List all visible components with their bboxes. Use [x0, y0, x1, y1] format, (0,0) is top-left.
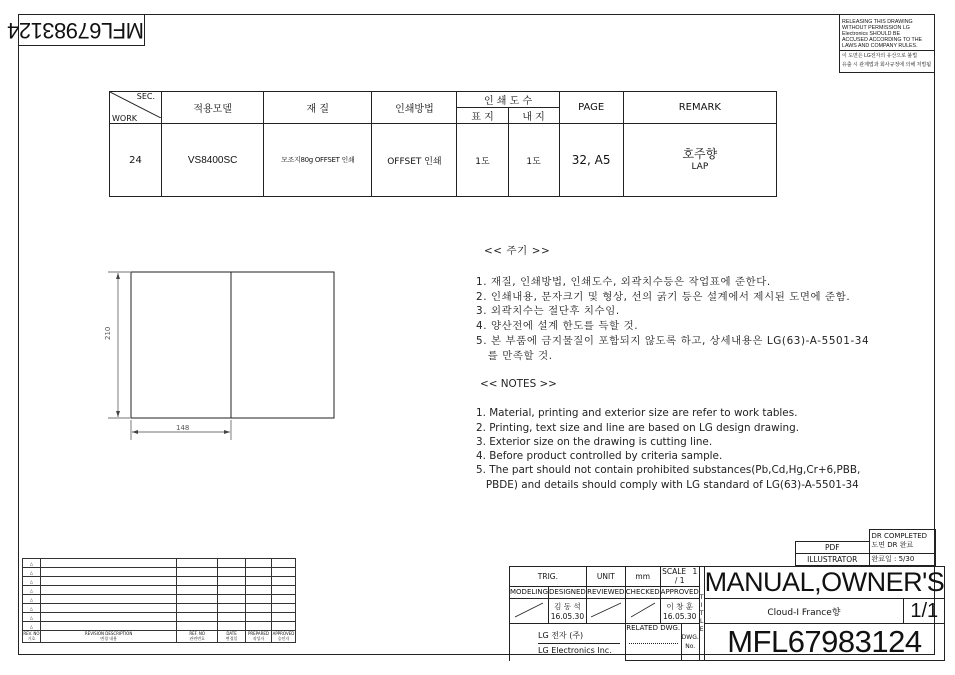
note-en-item: 5. The part should not contain prohibited substances(Pb,Cd,Hg,Cr+6,PBB,	[476, 464, 861, 477]
ref-no-label: REF. NO	[189, 631, 206, 636]
note-en-item: PBDE) and details should comply with LG standard of LG(63)-A-5501-34	[476, 478, 859, 491]
revision-table	[22, 558, 296, 643]
company-cell	[510, 624, 626, 661]
designed-date: 16.05.30	[550, 612, 585, 621]
header-material: 재 질	[264, 92, 372, 124]
trig-label: TRIG.	[510, 567, 587, 587]
note-kr-item: 4. 양산전에 설계 한도를 득할 것.	[476, 320, 639, 333]
approved-label: APPROVED	[272, 631, 295, 636]
approved-header	[271, 631, 295, 643]
pdf-label: PDF	[796, 542, 870, 553]
modeling-slash	[510, 599, 549, 624]
modeling-label: MODELING	[510, 586, 549, 598]
drawing-subtitle: Cloud-I France향	[704, 599, 904, 624]
unit-value: mm	[625, 567, 660, 587]
description-header	[40, 631, 176, 643]
inner-value: 1도	[508, 124, 559, 197]
dr-completed: DR COMPLETED	[871, 532, 928, 541]
rev-symbol: △	[23, 595, 41, 604]
title-letter: E	[699, 625, 704, 633]
description-label-kr: 변경 내용	[100, 636, 117, 641]
release-notice	[839, 14, 935, 73]
rev-symbol: △	[23, 586, 41, 595]
note-kr-item: 3. 외곽치수는 절단후 치수임.	[476, 305, 620, 318]
approved-label-tb: APPROVED	[660, 586, 699, 598]
designed-cell	[549, 599, 587, 624]
ref-no-header	[177, 631, 218, 643]
width-dimension: 148	[176, 424, 190, 432]
notes-english-title: << NOTES >>	[480, 378, 557, 390]
note-kr-item: 5. 본 부품에 금지물질이 포함되지 않도록 하고, 상세내용은 LG(63)-A-5501-34	[476, 334, 870, 347]
description-label: REVISION DESCRIPTION	[84, 631, 133, 636]
unit-label: UNIT	[586, 567, 625, 587]
print-method-value: OFFSET 인쇄	[372, 124, 457, 197]
remark-line1: 호주향	[682, 147, 718, 161]
date-header	[218, 631, 246, 643]
rev-symbol: △	[23, 604, 41, 613]
rev-no-label-kr: 기호	[27, 636, 36, 641]
header-inner: 내 지	[508, 108, 559, 124]
model-value: VS8400SC	[162, 124, 264, 197]
date-label-kr: 변경일	[225, 636, 238, 641]
ref-no-label-kr: 관련번호	[189, 636, 205, 641]
note-en-item: 2. Printing, text size and line are based on LG design drawing.	[476, 421, 799, 434]
rev-symbol: △	[23, 577, 41, 586]
related-dwg-label: RELATED DWG.	[626, 624, 681, 632]
title-letter: L	[699, 617, 704, 625]
release-line: WITHOUT PERMISSION LG	[842, 25, 910, 32]
notes-korean	[476, 244, 869, 364]
company-en: LG Electronics Inc.	[538, 645, 612, 655]
notes-korean-title: << 주기 >>	[484, 245, 551, 257]
remark-value	[623, 124, 776, 197]
dr-completed-cell	[869, 530, 936, 554]
date-label: DATE	[226, 631, 237, 636]
header-cover: 표 지	[457, 108, 508, 124]
drawing-title: MANUAL,OWNER'S	[704, 567, 945, 597]
release-line-kr: 이 도면은 LG전자의 유산으로 불법	[842, 53, 918, 60]
related-dwg-cell	[625, 624, 681, 661]
checked-slash	[625, 599, 660, 624]
dwg-no-label-1: DWG.	[681, 634, 699, 641]
rev-symbol: △	[23, 613, 41, 622]
rev-symbol: △	[23, 568, 41, 577]
dr-completed-kr: 도면 DR 완료	[871, 541, 914, 550]
note-kr-item: 를 만족할 것.	[476, 349, 553, 362]
release-line: LAWS AND COMPANY RULES.	[842, 43, 918, 50]
page-value: 32, A5	[559, 124, 623, 197]
dwg-no-label	[681, 624, 699, 661]
release-line: ACCUSED ACCORDING TO THE	[842, 37, 923, 44]
header-model: 적용모델	[162, 92, 264, 124]
prepared-label-kr: 작성자	[252, 636, 265, 641]
dwg-no-label-2: No.	[685, 643, 696, 650]
header-print-colors: 인 쇄 도 수	[457, 92, 559, 108]
release-line-kr: 유출 시 관계법과 회사규정에 의해 처벌됨	[842, 61, 932, 68]
note-en-item: 4. Before product controlled by criteria sample.	[476, 450, 723, 463]
work-number: 24	[110, 124, 162, 197]
part-number-flipped: MFL67983124	[18, 14, 145, 46]
scale-value: 1 / 1	[674, 567, 698, 586]
sheet-number: 1/1	[904, 599, 945, 624]
approver-name: 이 창 훈	[666, 602, 693, 611]
release-line: RELEASING THIS DRAWING	[842, 19, 913, 25]
header-remark: REMARK	[623, 92, 776, 124]
title-letter: T	[699, 609, 704, 617]
notes-english	[476, 377, 860, 492]
scale-cell	[660, 567, 699, 587]
header-page: PAGE	[559, 92, 623, 124]
title-letter: T	[699, 593, 704, 601]
rev-no-header	[23, 631, 41, 643]
checked-label: CHECKED	[625, 586, 660, 598]
rev-symbol: △	[23, 559, 41, 568]
note-en-item: 3. Exterior size on the drawing is cutting line.	[476, 435, 713, 448]
designed-label: DESIGNED	[549, 586, 587, 598]
header-print-method: 인쇄방법	[372, 92, 457, 124]
work-label: WORK	[112, 114, 138, 123]
note-kr-item: 2. 인쇄내용, 문자크기 및 형상, 선의 굵기 등은 설계에서 제시된 도면에 준함.	[476, 290, 851, 303]
scale-label: SCALE	[662, 567, 687, 577]
title-letter: I	[700, 601, 703, 609]
prepared-header	[246, 631, 272, 643]
booklet-drawing	[100, 265, 340, 445]
sec-work-cell	[110, 92, 162, 124]
note-kr-item: 1. 재질, 인쇄방법, 인쇄도수, 외곽치수등은 작업표에 준한다.	[476, 275, 771, 288]
title-block	[509, 566, 945, 661]
work-table	[109, 91, 777, 197]
material-value: 모조지80g OFFSET 인쇄	[264, 124, 372, 197]
company-kr: LG 전자 (주)	[538, 630, 620, 644]
note-en-item: 1. Material, printing and exterior size are refer to work tables.	[476, 407, 798, 420]
designer-name: 김 동 석	[554, 602, 581, 611]
height-dimension: 210	[104, 326, 112, 340]
sec-label: SEC.	[136, 92, 156, 101]
approved-cell	[660, 599, 699, 624]
release-line: Electronics SHOULD BE	[842, 31, 900, 38]
reviewed-label: REVIEWED	[586, 586, 625, 598]
completion-date: 완료일 : 5/30	[869, 553, 936, 565]
reviewed-slash	[586, 599, 625, 624]
rev-symbol: △	[23, 622, 41, 631]
rev-no-label: REV. NO	[23, 631, 40, 636]
dwg-number: MFL67983124	[704, 624, 945, 661]
approved-label-kr: 승인자	[277, 636, 290, 641]
status-box	[795, 529, 936, 566]
approved-date: 16.05.30	[663, 612, 697, 621]
prepared-label: PREPARED	[247, 631, 269, 636]
cover-value: 1도	[457, 124, 508, 197]
illustrator-label: ILLUSTRATOR	[796, 553, 870, 565]
remark-line2: LAP	[691, 162, 709, 172]
